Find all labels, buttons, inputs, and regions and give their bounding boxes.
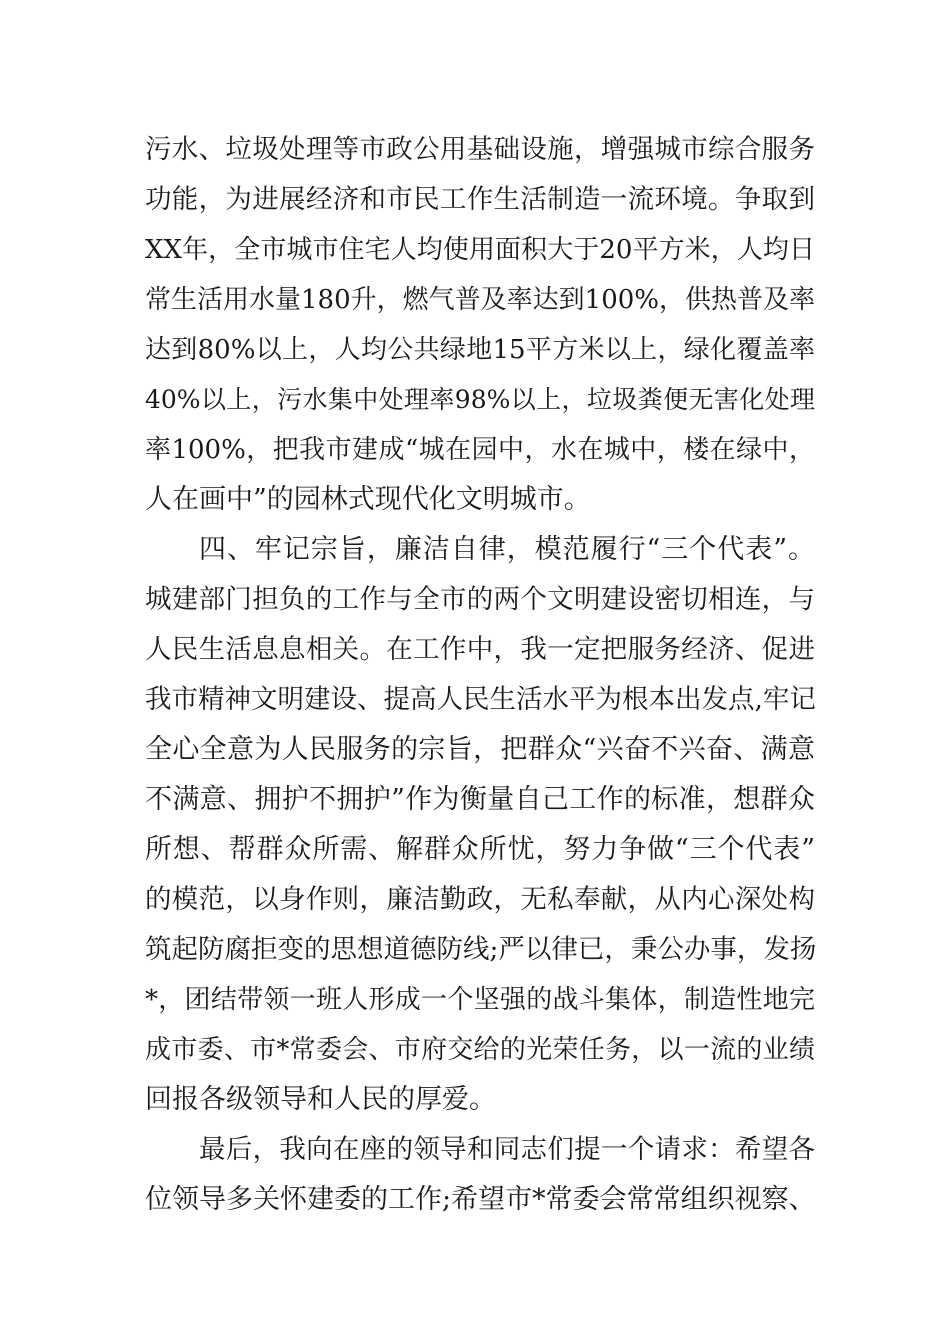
text-line: 常生活用水量180升，燃气普及率达到100%，供热普及率 bbox=[145, 285, 815, 315]
text-line: 的模范，以身作则，廉洁勤政，无私奉献，从内心深处构 bbox=[145, 884, 815, 915]
text-line: 所想、帮群众所需、解群众所忧，努力争做“三个代表” bbox=[145, 834, 815, 865]
text-line: 40%以上，污水集中处理率98%以上，垃圾粪便无害化处理 bbox=[145, 385, 815, 414]
text-line: 成市委、市*常委会、市府交给的光荣任务，以一流的业绩 bbox=[145, 1035, 815, 1065]
text-line: 人在画中”的园林式现代化文明城市。 bbox=[145, 484, 591, 515]
text-line: 不满意、拥护不拥护”作为衡量自己工作的标准，想群众 bbox=[145, 784, 815, 815]
text-line: 回报各级领导和人民的厚爱。 bbox=[145, 1084, 496, 1115]
text-line: 率100%，把我市建成“城在园中，水在城中，楼在绿中， bbox=[145, 435, 815, 465]
text-line: 全心全意为人民服务的宗旨，把群众“兴奋不兴奋、满意 bbox=[145, 734, 815, 765]
text-line: 污水、垃圾处理等市政公用基础设施，增强城市综合服务 bbox=[145, 134, 815, 165]
text-line: 位领导多关怀建委的工作;希望市*常委会常常组织视察、 bbox=[145, 1184, 816, 1215]
text-line: *，团结带领一班人形成一个坚强的战斗集体，制造性地完 bbox=[145, 985, 815, 1015]
text-line: 功能，为进展经济和市民工作生活制造一流环境。争取到 bbox=[145, 184, 815, 215]
paragraph-start: 最后，我向在座的领导和同志们提一个请求：希望各 bbox=[199, 1134, 815, 1165]
text-line: 达到80%以上，人均公共绿地15平方米以上，绿化覆盖率 bbox=[145, 335, 815, 365]
text-line: 城建部门担负的工作与全市的两个文明建设密切相连，与 bbox=[145, 584, 815, 615]
text-line: XX年，全市城市住宅人均使用面积大于20平方米，人均日 bbox=[145, 235, 815, 265]
paragraph-heading: 四、牢记宗旨，廉洁自律，模范履行“三个代表”。 bbox=[199, 534, 815, 565]
text-line: 人民生活息息相关。在工作中，我一定把服务经济、促进 bbox=[145, 634, 815, 665]
text-line: 我市精神文明建设、提高人民生活水平为根本出发点,牢记 bbox=[145, 684, 816, 715]
text-line: 筑起防腐拒变的思想道德防线;严以律已，秉公办事，发扬 bbox=[145, 934, 817, 965]
